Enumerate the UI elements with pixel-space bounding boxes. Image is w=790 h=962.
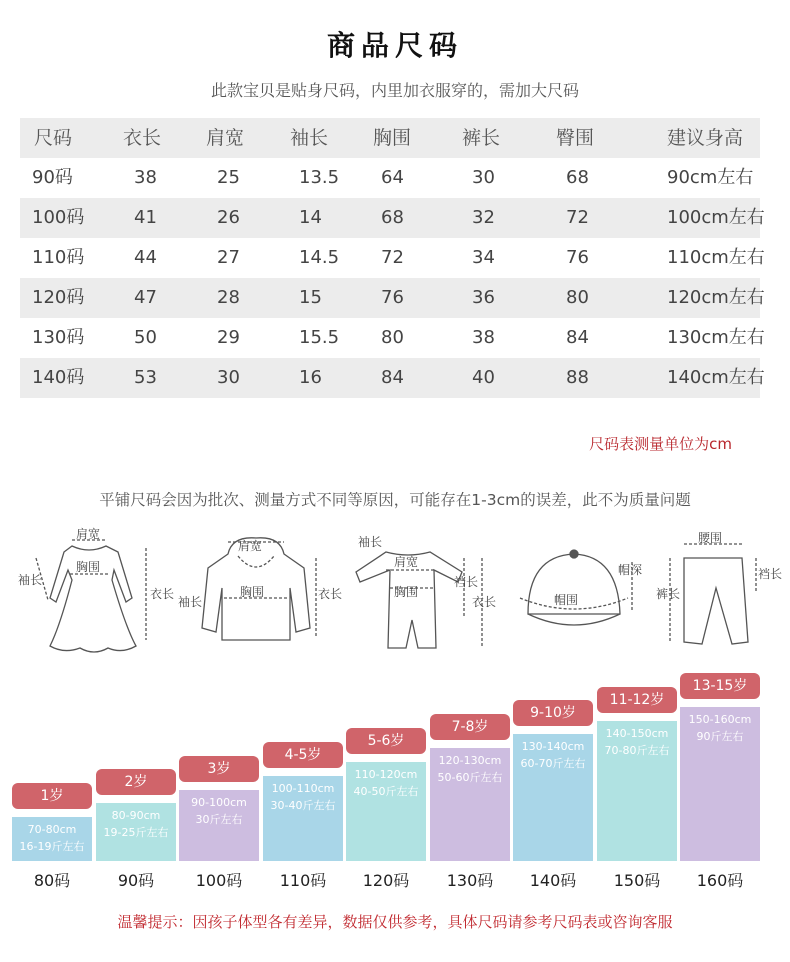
height-bar (179, 790, 259, 861)
height-bar (96, 803, 176, 861)
growth-column (12, 783, 92, 861)
page-title: 商品尺码 (326, 29, 463, 62)
height-bar (513, 734, 593, 861)
pants-diagram (646, 528, 786, 658)
label-shoulder: 肩宽 (76, 527, 101, 541)
label-circumference: 帽围 (554, 593, 579, 607)
height-bar (597, 721, 677, 861)
table-cell: 44 (134, 247, 157, 268)
age-tag: 4-5岁 (263, 742, 343, 768)
table-cell: 34 (472, 247, 495, 268)
tip-text: 温馨提示：因孩子体型各有差异，数据仅供参考，具体尺码请参考尺码表或咨询客服 (117, 913, 673, 931)
size-label: 160码 (696, 871, 744, 890)
hat-diagram (510, 528, 643, 658)
table-cell: 16 (299, 367, 322, 388)
weight-range: 19-25斤左右 (103, 826, 169, 839)
table-cell: 88 (566, 367, 589, 388)
height-range: 130-140cm (521, 740, 585, 753)
age-tag: 11-12岁 (597, 687, 677, 713)
size-label: 150码 (613, 871, 661, 890)
size-label: 120码 (362, 871, 410, 890)
table-cell: 76 (566, 247, 589, 268)
table-cell: 26 (217, 207, 240, 228)
height-range: 80-90cm (111, 809, 161, 822)
label-waist: 腰围 (698, 531, 723, 545)
table-header-cell: 裤长 (462, 127, 501, 149)
table-cell: 76 (381, 287, 404, 308)
height-bar (430, 748, 510, 861)
table-header-cell: 衣长 (123, 127, 162, 149)
table-cell: 120cm左右 (667, 287, 765, 308)
weight-range: 50-60斤左右 (437, 771, 503, 784)
growth-column (179, 756, 259, 861)
weight-range: 70-80斤左右 (604, 744, 670, 757)
table-row (20, 238, 765, 278)
label-shoulder: 肩宽 (394, 555, 419, 569)
growth-column (263, 742, 343, 861)
table-cell: 40 (472, 367, 495, 388)
label-length: 衣长 (318, 587, 343, 601)
table-cell: 140码 (32, 367, 85, 388)
table-cell: 15 (299, 287, 322, 308)
growth-column (430, 714, 510, 861)
table-cell: 38 (134, 167, 157, 188)
label-length: 裤长 (656, 587, 681, 601)
pants-outline-icon (684, 558, 748, 644)
age-tag: 7-8岁 (430, 714, 510, 740)
table-cell: 130码 (32, 327, 85, 348)
table-cell: 27 (217, 247, 240, 268)
table-header-cell: 袖长 (290, 127, 329, 149)
table-cell: 29 (217, 327, 240, 348)
romper-diagram (346, 528, 506, 658)
table-row (20, 198, 765, 238)
age-tag: 2岁 (96, 769, 176, 795)
table-row (20, 358, 765, 398)
hoodie-diagram (176, 528, 343, 658)
table-cell: 14 (299, 207, 322, 228)
measurement-disclaimer: 平铺尺码会因为批次、测量方式不同等原因，可能存在1-3cm的误差，此不为质量问题 (99, 491, 691, 509)
age-tag: 5-6岁 (346, 728, 426, 754)
growth-column (96, 769, 176, 861)
table-cell: 100cm左右 (667, 207, 765, 228)
height-range: 100-110cm (271, 782, 335, 795)
table-header-cell: 臀围 (556, 127, 595, 149)
weight-range: 16-19斤左右 (19, 840, 85, 853)
label-sleeve: 袖长 (178, 595, 203, 609)
label-chest: 胸围 (76, 560, 101, 574)
table-cell: 47 (134, 287, 157, 308)
age-tag: 3岁 (179, 756, 259, 782)
table-row (20, 278, 765, 318)
age-tag: 1岁 (12, 783, 92, 809)
table-header-cell: 胸围 (373, 127, 412, 149)
label-crotch: 裆长 (758, 567, 783, 581)
table-row (20, 318, 765, 358)
table-cell: 13.5 (299, 167, 340, 188)
table-cell: 80 (381, 327, 404, 348)
size-label: 80码 (33, 871, 71, 890)
table-row (20, 158, 760, 198)
table-cell: 100码 (32, 207, 85, 228)
height-bar (346, 762, 426, 861)
table-cell: 80 (566, 287, 589, 308)
height-range: 70-80cm (27, 823, 77, 836)
table-cell: 130cm左右 (667, 327, 765, 348)
height-bar (263, 776, 343, 861)
label-chest: 胸围 (240, 585, 265, 599)
table-cell: 84 (566, 327, 589, 348)
table-header-cell: 建议身高 (667, 127, 744, 149)
unit-note: 尺码表测量单位为cm (589, 435, 732, 453)
label-sleeve: 袖长 (358, 535, 383, 549)
table-cell: 110码 (32, 247, 85, 268)
table-cell: 30 (217, 367, 240, 388)
age-tag: 13-15岁 (680, 673, 760, 699)
table-cell: 50 (134, 327, 157, 348)
height-range: 120-130cm (438, 754, 502, 767)
label-length: 衣长 (472, 595, 497, 609)
height-range: 110-120cm (354, 768, 418, 781)
weight-range: 60-70斤左右 (520, 757, 586, 770)
label-crotch: 裆长 (454, 575, 479, 589)
height-range: 140-150cm (605, 727, 669, 740)
height-range: 150-160cm (688, 713, 752, 726)
label-sleeve: 袖长 (18, 573, 43, 587)
growth-column (597, 687, 677, 861)
table-cell: 72 (381, 247, 404, 268)
weight-range: 90斤左右 (696, 730, 744, 743)
table-cell: 32 (472, 207, 495, 228)
dress-diagram (14, 527, 175, 658)
weight-range: 30-40斤左右 (270, 799, 336, 812)
height-bar (680, 707, 760, 861)
height-bar (12, 817, 92, 861)
table-cell: 120码 (32, 287, 85, 308)
table-cell: 64 (381, 167, 404, 188)
size-label: 100码 (195, 871, 243, 890)
table-cell: 30 (472, 167, 495, 188)
age-tag: 9-10岁 (513, 700, 593, 726)
table-cell: 14.5 (299, 247, 340, 268)
table-header-cell: 尺码 (34, 127, 73, 149)
table-cell: 41 (134, 207, 157, 228)
height-range: 90-100cm (191, 796, 247, 809)
table-cell: 110cm左右 (667, 247, 765, 268)
table-cell: 15.5 (299, 327, 340, 348)
table-cell: 84 (381, 367, 404, 388)
label-shoulder: 肩宽 (238, 539, 263, 553)
table-cell: 38 (472, 327, 495, 348)
table-cell: 68 (566, 167, 589, 188)
size-label: 90码 (117, 871, 155, 890)
table-cell: 28 (217, 287, 240, 308)
size-label: 130码 (446, 871, 494, 890)
table-cell: 90cm左右 (667, 167, 754, 188)
table-cell: 53 (134, 367, 157, 388)
weight-range: 30斤左右 (195, 813, 243, 826)
growth-column (346, 728, 426, 861)
weight-range: 40-50斤左右 (353, 785, 419, 798)
label-length: 衣长 (150, 587, 175, 601)
table-header-cell: 肩宽 (206, 127, 245, 149)
growth-column (680, 673, 760, 861)
table-cell: 90码 (32, 167, 73, 188)
subtitle: 此款宝贝是贴身尺码，内里加衣服穿的，需加大尺码 (210, 81, 579, 100)
label-chest: 胸围 (394, 585, 419, 599)
label-depth: 帽深 (618, 563, 643, 577)
table-cell: 25 (217, 167, 240, 188)
table-cell: 72 (566, 207, 589, 228)
table-cell: 36 (472, 287, 495, 308)
size-label: 110码 (279, 871, 327, 890)
table-header-row (20, 118, 760, 158)
growth-column (513, 700, 593, 861)
size-label: 140码 (529, 871, 577, 890)
table-cell: 68 (381, 207, 404, 228)
table-cell: 140cm左右 (667, 367, 765, 388)
